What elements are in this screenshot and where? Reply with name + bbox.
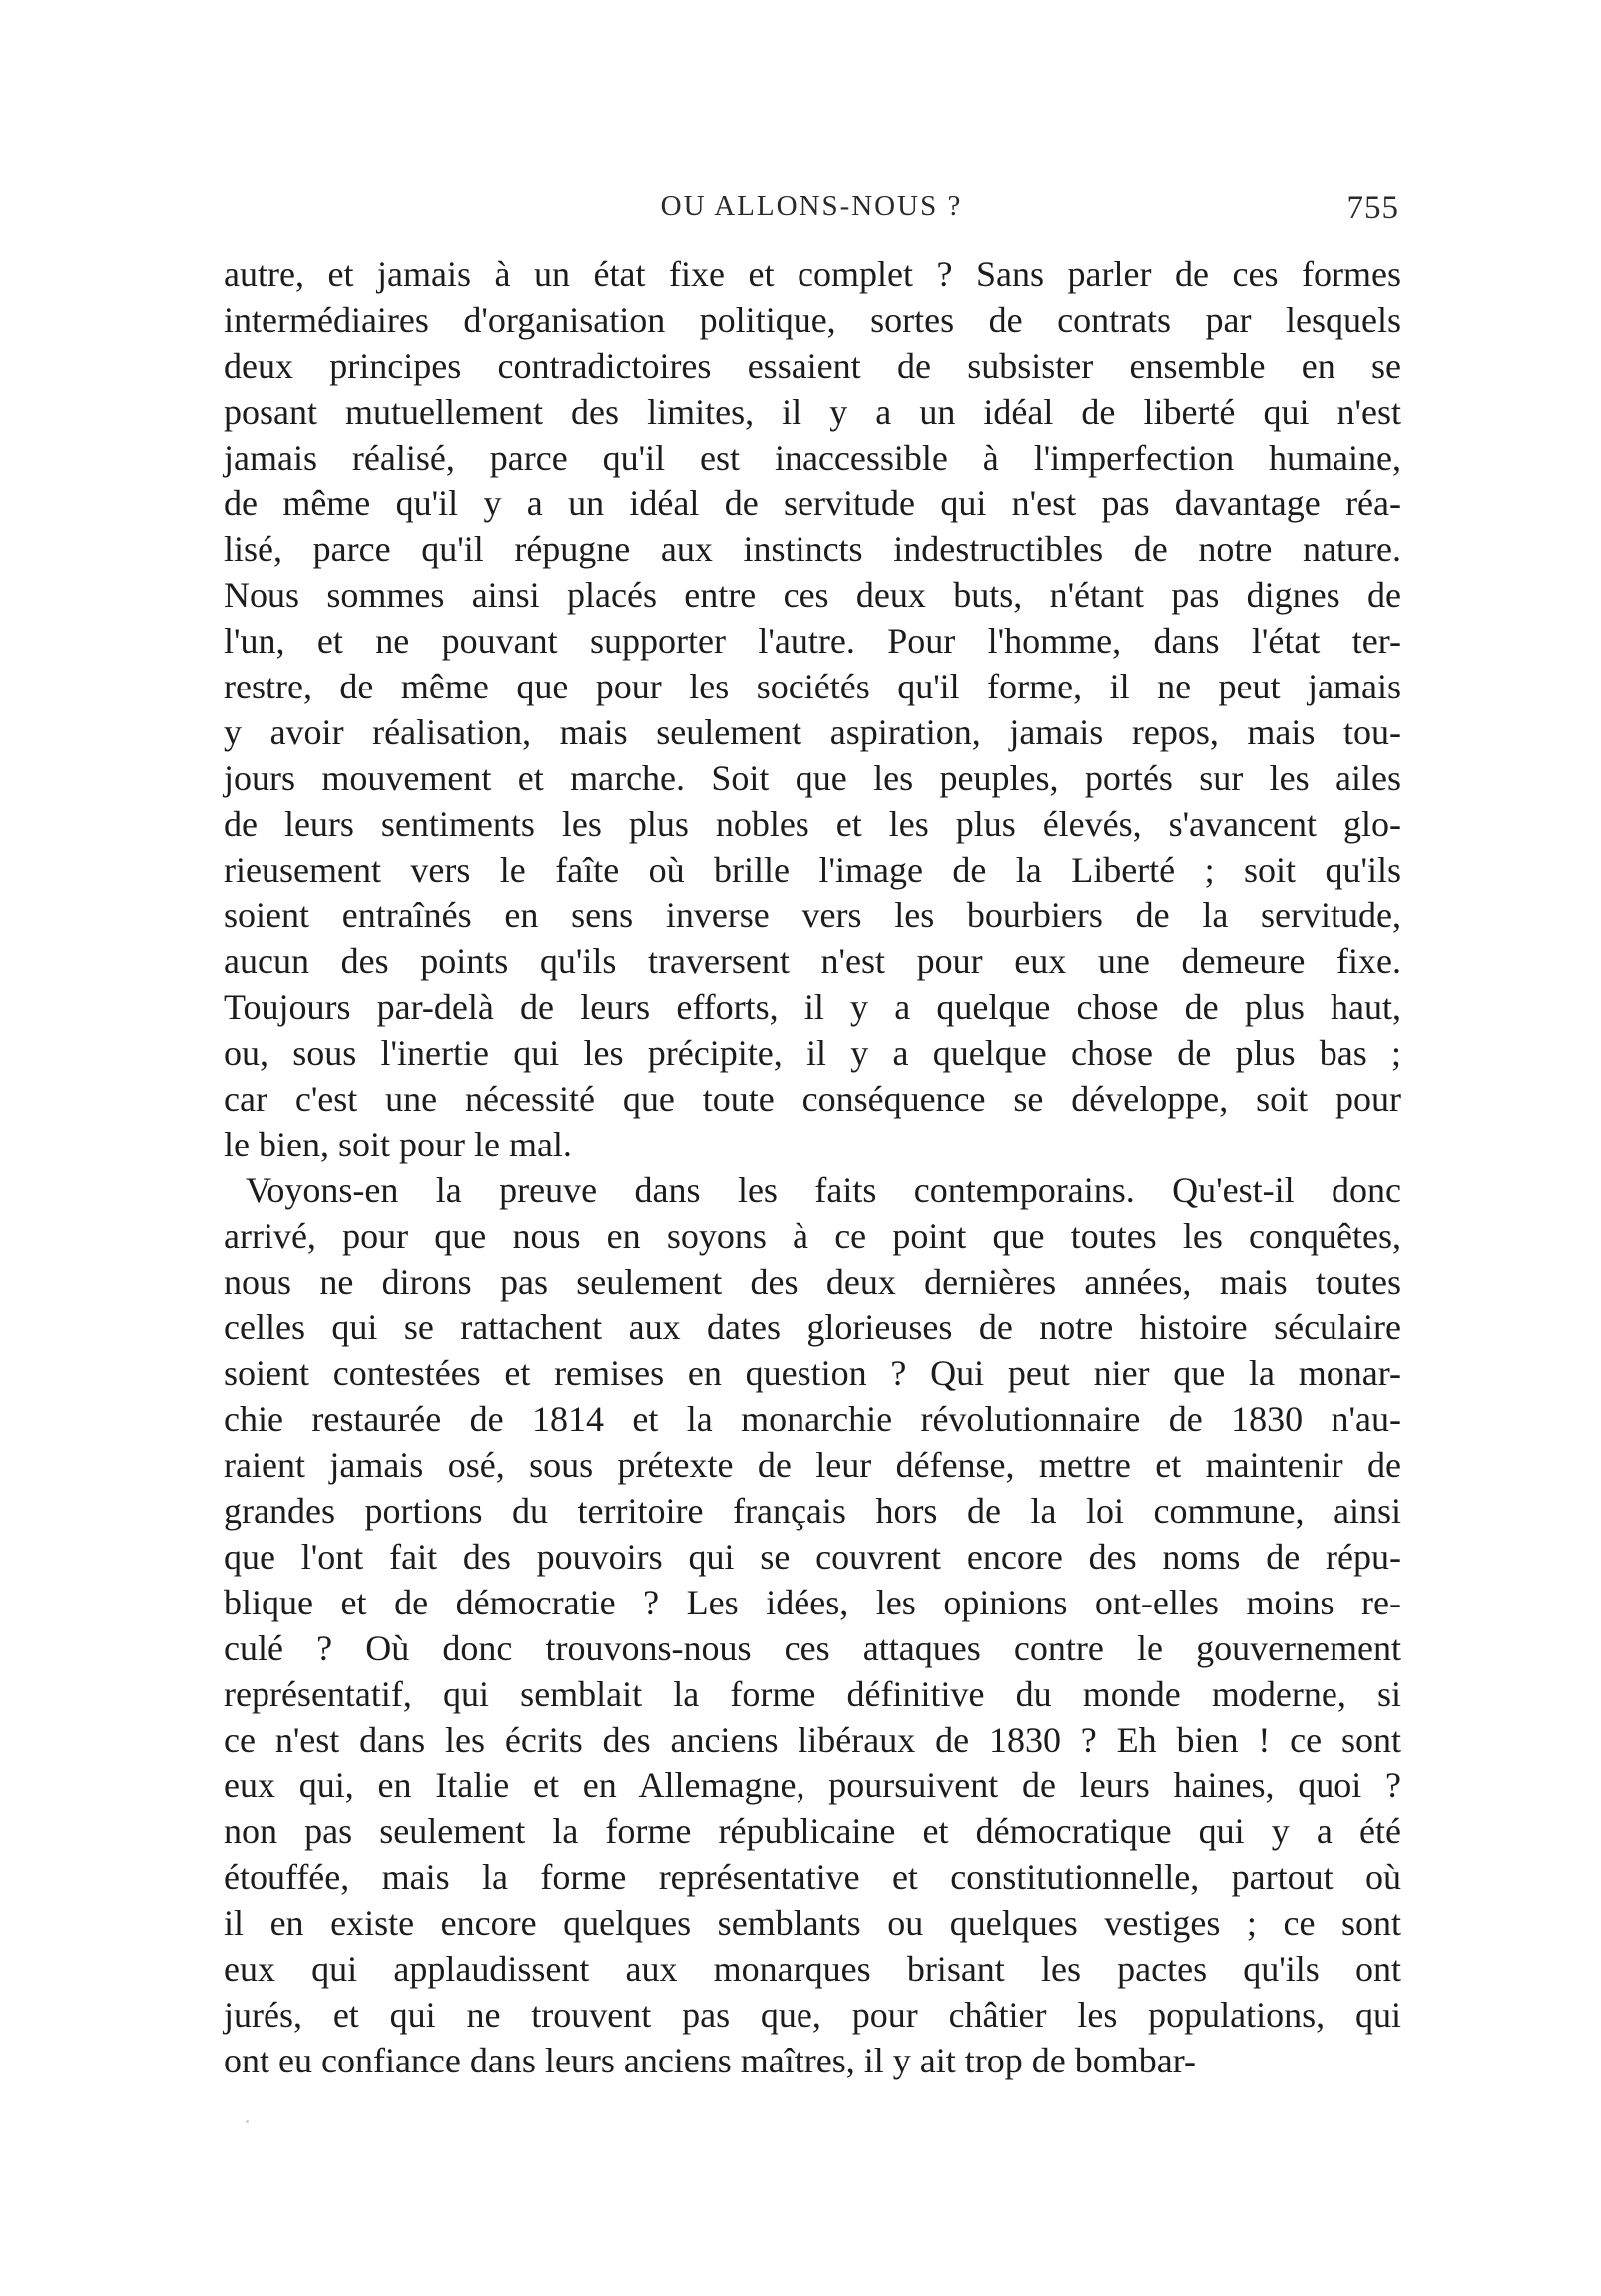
text-line: Nous sommes ainsi placés entre ces deux buts, n'étant pas dignes de	[224, 575, 1401, 616]
text-line: y avoir réalisation, mais seulement aspiration, jamais repos, mais tou-	[224, 711, 1401, 752]
text-line: arrivé, pour que nous en soyons à ce point que toutes les conquêtes,	[224, 1215, 1401, 1256]
body-text	[224, 252, 1401, 2084]
page-number: 755	[1346, 190, 1399, 226]
text-line: car c'est une nécessité que toute conséquence se développe, soit pour	[224, 1079, 1401, 1120]
text-line: ce n'est dans les écrits des anciens libéraux de 1830 ? Eh bien ! ce sont	[224, 1719, 1401, 1760]
text-line: étouffée, mais la forme représentative et constitutionnelle, partout où	[224, 1857, 1401, 1898]
text-line: rieusement vers le faîte où brille l'image de la Liberté ; soit qu'ils	[224, 849, 1401, 890]
text-line: autre, et jamais à un état fixe et complet ? Sans parler de ces formes	[224, 254, 1401, 294]
text-line: l'un, et ne pouvant supporter l'autre. Pour l'homme, dans l'état ter-	[224, 621, 1401, 662]
text-line: raient jamais osé, sous prétexte de leur défense, mettre et maintenir de	[224, 1445, 1401, 1486]
text-line: grandes portions du territoire français hors de la loi commune, ainsi	[224, 1491, 1401, 1532]
text-line: intermédiaires d'organisation politique, sortes de contrats par lesquels	[224, 299, 1401, 340]
page-speck	[246, 2120, 249, 2123]
text-line: le bien, soit pour le mal.	[224, 1124, 572, 1164]
running-title: OU ALLONS-NOUS ?	[660, 190, 963, 222]
text-line: non pas seulement la forme républicaine et démocratique qui y a été	[224, 1811, 1401, 1852]
text-line: que l'ont fait des pouvoirs qui se couvrent encore des noms de répu-	[224, 1536, 1401, 1577]
text-line: soient contestées et remises en question ? Qui peut nier que la monar-	[224, 1353, 1401, 1394]
text-line: il en existe encore quelques semblants ou quelques vestiges ; ce sont	[224, 1903, 1401, 1944]
text-line: eux qui applaudissent aux monarques brisant les pactes qu'ils ont	[224, 1948, 1401, 1989]
text-line: jours mouvement et marche. Soit que les peuples, portés sur les ailes	[224, 757, 1401, 798]
text-line: ou, sous l'inertie qui les précipite, il y a quelque chose de plus bas ;	[224, 1033, 1401, 1074]
text-line: culé ? Où donc trouvons-nous ces attaques contre le gouvernement	[224, 1627, 1401, 1668]
text-line: posant mutuellement des limites, il y a un idéal de liberté qui n'est	[224, 391, 1401, 432]
text-line: aucun des points qu'ils traversent n'est pour eux une demeure fixe.	[224, 941, 1401, 982]
running-head	[224, 190, 1399, 235]
text-line: de leurs sentiments les plus nobles et les plus élevés, s'avancent glo-	[224, 803, 1401, 844]
paragraph	[224, 1168, 1401, 2084]
text-line: chie restaurée de 1814 et la monarchie révolutionnaire de 1830 n'au-	[224, 1399, 1401, 1440]
text-line: eux qui, en Italie et en Allemagne, poursuivent de leurs haines, quoi ?	[224, 1765, 1401, 1806]
text-line: lisé, parce qu'il répugne aux instincts indestructibles de notre nature.	[224, 529, 1401, 570]
text-line: Voyons-en la preuve dans les faits contemporains. Qu'est-il donc	[246, 1169, 1401, 1210]
text-line: Toujours par-delà de leurs efforts, il y a quelque chose de plus haut,	[224, 987, 1401, 1028]
paragraph	[224, 252, 1401, 1168]
text-line: jamais réalisé, parce qu'il est inaccessible à l'imperfection humaine,	[224, 437, 1401, 478]
text-line: nous ne dirons pas seulement des deux dernières années, mais toutes	[224, 1261, 1401, 1302]
text-line: ont eu confiance dans leurs anciens maîtres, il y ait trop de bombar-	[224, 2040, 1196, 2080]
text-line: jurés, et qui ne trouvent pas que, pour châtier les populations, qui	[224, 1994, 1401, 2035]
text-line: deux principes contradictoires essaient de subsister ensemble en se	[224, 345, 1401, 386]
text-line: soient entraînés en sens inverse vers les bourbiers de la servitude,	[224, 895, 1401, 936]
text-line: blique et de démocratie ? Les idées, les opinions ont-elles moins re-	[224, 1582, 1401, 1622]
text-line: représentatif, qui semblait la forme définitive du monde moderne, si	[224, 1673, 1401, 1714]
text-line: de même qu'il y a un idéal de servitude qui n'est pas davantage réa-	[224, 483, 1401, 524]
text-line: celles qui se rattachent aux dates glorieuses de notre histoire séculaire	[224, 1307, 1401, 1348]
text-line: restre, de même que pour les sociétés qu'il forme, il ne peut jamais	[224, 667, 1401, 707]
